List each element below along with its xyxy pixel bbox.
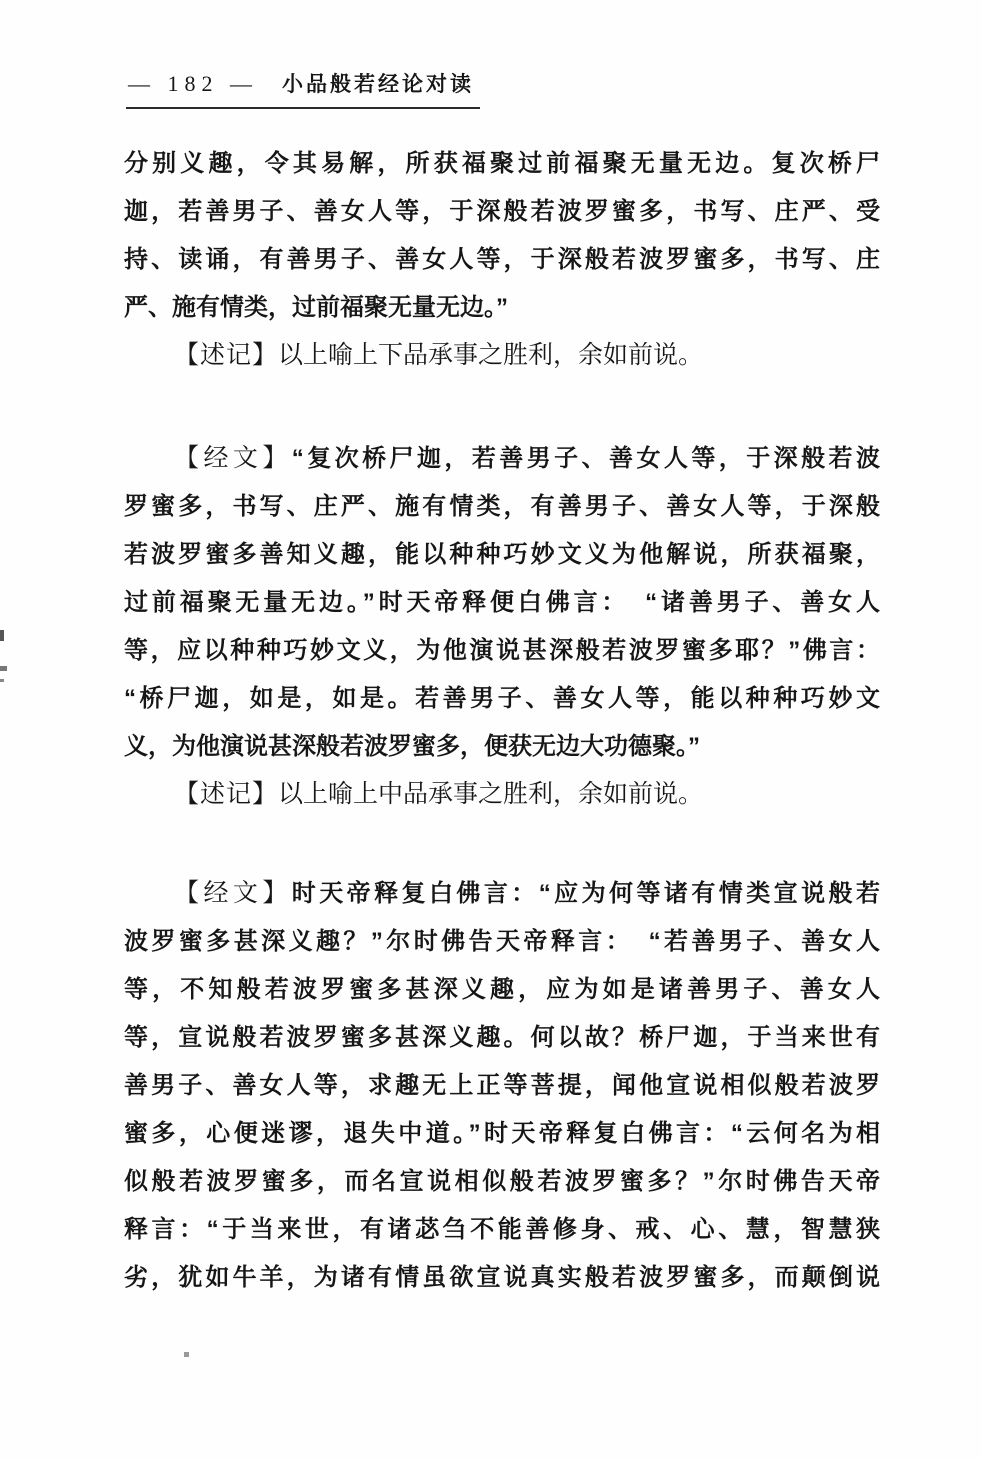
book-title: 小品般若经论对读 <box>282 72 474 96</box>
text-line: 义，为他演说甚深般若波罗蜜多，便获无边大功德聚。” <box>124 733 700 760</box>
text-line: 若波罗蜜多善知义趣，能以种种巧妙文义为他解说，所获福聚， <box>124 541 880 568</box>
text-line: 释言：“于当来世，有诸苾刍不能善修身、戒、心、慧，智慧狭 <box>124 1216 880 1243</box>
text-line: 波罗蜜多甚深义趣？”尔时佛告天帝释言： “若善男子、善女人 <box>124 928 880 955</box>
text-line: 善男子、善女人等，求趣无上正等菩提，闻他宣说相似般若波罗 <box>124 1072 880 1099</box>
paragraph-jingwen-1 <box>124 435 880 771</box>
paragraph-scripture-continuation <box>124 140 880 332</box>
shuji-text: 以上喻上下品承事之胜利，余如前说。 <box>278 342 704 369</box>
text-line <box>124 435 880 483</box>
text-line: 似般若波罗蜜多，而名宣说相似般若波罗蜜多？”尔时佛告天帝 <box>124 1168 880 1195</box>
text-line: “桥尸迦，如是，如是。若善男子、善女人等，能以种种巧妙文 <box>124 685 880 712</box>
text-line: 等，宣说般若波罗蜜多甚深义趣。何以故？桥尸迦，于当来世有 <box>124 1024 880 1051</box>
scan-artifact <box>184 1352 189 1357</box>
paragraph-shuji-2 <box>124 771 880 819</box>
text-line: 等，应以种种巧妙文义，为他演说甚深般若波罗蜜多耶？”佛言： <box>124 637 880 664</box>
scan-artifact <box>0 630 4 641</box>
text-line: 蜜多，心便迷谬，退失中道。”时天帝释复白佛言：“云何名为相 <box>124 1120 880 1147</box>
paragraph-jingwen-2 <box>124 870 880 1302</box>
shuji-label: 【述记】 <box>174 781 279 808</box>
page-body <box>124 140 880 1302</box>
paragraph-shuji-1 <box>124 332 880 380</box>
jingwen-label: 【经文】 <box>174 445 292 472</box>
text-line <box>124 332 880 380</box>
running-header <box>126 68 480 109</box>
jingwen-text: “复次桥尸迦，若善男子、善女人等，于深般若波 <box>291 445 880 472</box>
text-line: 严、施有情类，过前福聚无量无边。” <box>124 294 508 321</box>
text-line <box>124 771 880 819</box>
text-line: 过前福聚无量无边。”时天帝释便白佛言： “诸善男子、善女人 <box>124 589 880 616</box>
text-line: 罗蜜多，书写、庄严、施有情类，有善男子、善女人等，于深般 <box>124 493 880 520</box>
shuji-label: 【述记】 <box>174 342 279 369</box>
text-line: 持、读诵，有善男子、善女人等，于深般若波罗蜜多，书写、庄 <box>124 246 880 273</box>
text-line <box>124 870 880 918</box>
shuji-text: 以上喻上中品承事之胜利，余如前说。 <box>278 781 704 808</box>
jingwen-text: 时天帝释复白佛言：“应为何等诸有情类宣说般若 <box>291 880 880 907</box>
text-line: 劣，犹如牛羊，为诸有情虽欲宣说真实般若波罗蜜多，而颠倒说 <box>124 1264 880 1291</box>
scan-artifact <box>0 679 4 682</box>
text-line: 等，不知般若波罗蜜多甚深义趣，应为如是诸善男子、善女人 <box>124 976 880 1003</box>
jingwen-label: 【经文】 <box>174 880 292 907</box>
text-line: 迦，若善男子、善女人等，于深般若波罗蜜多，书写、庄严、受 <box>124 198 880 225</box>
text-line: 分别义趣，令其易解，所获福聚过前福聚无量无边。复次桥尸 <box>124 150 880 177</box>
page-number: — 182 — <box>128 71 258 96</box>
scan-artifact <box>0 666 7 671</box>
